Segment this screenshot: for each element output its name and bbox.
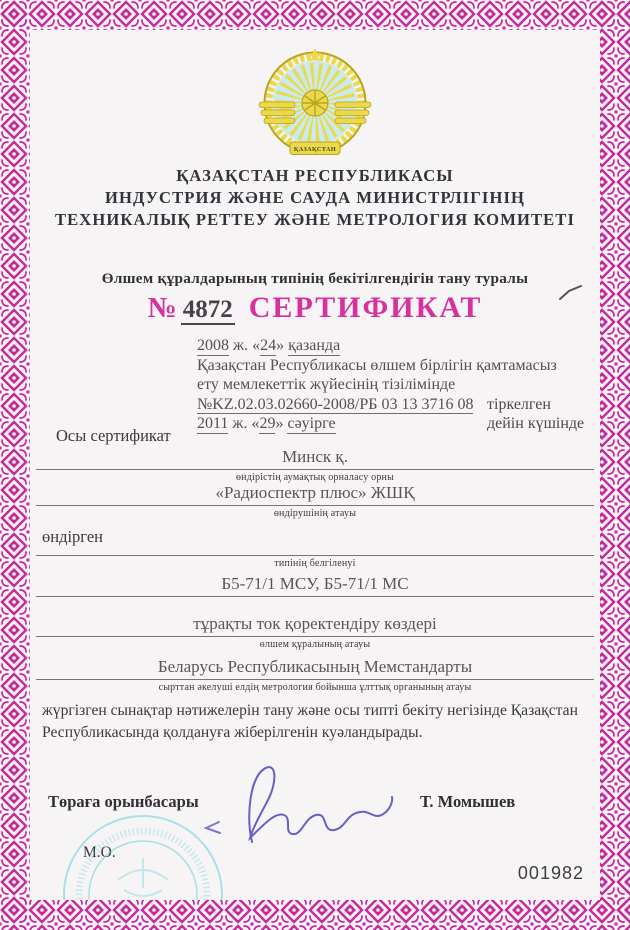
quote-open: « — [251, 415, 260, 433]
stamp-eagle-figure — [118, 858, 168, 896]
quote-close: » — [275, 415, 284, 433]
certificate-number: 4872 — [182, 296, 233, 323]
header-line-committee: ТЕХНИКАЛЫҚ РЕТТЕУ ЖӘНЕ МЕТРОЛОГИЯ КОМИТЕТІ — [54, 209, 576, 229]
valid-until-label: дейін күшінде — [487, 415, 585, 433]
header-line-country: ҚАЗАҚСТАН РЕСПУБЛИКАСЫ — [176, 166, 454, 185]
field-caption: өндірушінің атауы — [273, 507, 357, 519]
closing-statement — [42, 700, 594, 744]
registry-number: №KZ.02.03.02660-2008/РБ 03 13 3716 08 — [197, 395, 474, 413]
certificate-title-line — [0, 291, 630, 325]
certificate-word: СЕРТИФИКАТ — [248, 291, 483, 324]
handwritten-signature — [188, 752, 400, 848]
field-value: тұрақты ток қоректендіру көздері — [36, 614, 594, 637]
seal-place-label: М.О. — [83, 844, 116, 861]
field-production-location — [36, 447, 594, 483]
field-value: Беларусь Республикасының Мемстандарты — [36, 657, 594, 680]
border-right — [600, 0, 630, 930]
statement-line: жүргізген сынақтар нәтижелерін тану және осы типті бекіту негізінде Қазақстан — [42, 702, 578, 719]
registry-number-line — [197, 395, 597, 415]
valid-year: 2011 — [197, 415, 229, 433]
field-value: Минск қ. — [36, 447, 594, 470]
quote-close: » — [276, 337, 285, 354]
ministry-header — [0, 165, 630, 230]
kazakhstan-emblem-icon — [255, 46, 375, 161]
field-caption: типінің белгіленуі — [274, 557, 356, 569]
year-abbrev: ж. — [233, 337, 249, 354]
issue-day: 24 — [260, 337, 277, 354]
field-value: Б5-71/1 МСУ, Б5-71/1 МС — [36, 574, 594, 597]
valid-date-line — [197, 414, 597, 434]
field-value: «Радиоспектр плюс» ЖШҚ — [36, 483, 594, 506]
field-foreign-body — [36, 657, 594, 693]
field-manufacturer — [36, 483, 594, 519]
header-line-ministry: ИНДУСТРИЯ ЖӘНЕ САУДА МИНИСТРЛІГІНІҢ — [104, 187, 526, 207]
serial-number: 001982 — [517, 863, 584, 883]
emblem-banner-text: ҚАЗАҚСТАН — [293, 146, 337, 153]
field-caption: сырттан әкелуші елдің метрология бойынша ұлттық органының атауы — [158, 681, 472, 693]
field-type-designation — [36, 534, 594, 569]
intro-label: Осы сертификат — [56, 426, 171, 445]
signature-chevron-mark — [206, 822, 220, 833]
year-abbrev: ж. — [232, 415, 248, 433]
registry-text-line1: Қазақстан Республикасы өлшем бірлігін қамтамасыз — [197, 356, 557, 374]
field-caption: өндірістің аумақтық орналасу орны — [235, 471, 395, 483]
certificate-subtitle: Өлшем құралдарының типінің бекітілгендігін тану туралы — [101, 270, 529, 287]
number-sign: № — [147, 292, 177, 324]
statement-line: Республикасында қолдануға жіберілгенін куәландырады. — [42, 724, 423, 741]
field-instrument-name — [36, 614, 594, 650]
registry-text-line2: ету мемлекеттік жүйесінің тізілімінде — [197, 376, 456, 394]
valid-month: сәуірге — [287, 415, 336, 433]
issue-month: қазанда — [288, 337, 341, 354]
issue-date-line — [197, 336, 597, 356]
field-caption: өлшем құралының атауы — [259, 638, 371, 650]
registered-label: тіркелген — [487, 395, 551, 413]
issue-year: 2008 — [197, 337, 229, 354]
signature-stroke — [249, 767, 392, 842]
border-top — [0, 0, 630, 30]
border-left — [0, 0, 30, 930]
valid-day: 29 — [259, 415, 276, 433]
signatory-position: Төраға орынбасары — [48, 792, 199, 811]
registration-block — [197, 336, 597, 434]
field-underline — [36, 534, 594, 556]
quote-open: « — [252, 337, 261, 354]
produced-label: өндірген — [42, 527, 104, 546]
signatory-name: Т. Момышев — [420, 792, 516, 811]
field-type-value — [36, 574, 594, 597]
pencil-mark — [556, 278, 586, 304]
